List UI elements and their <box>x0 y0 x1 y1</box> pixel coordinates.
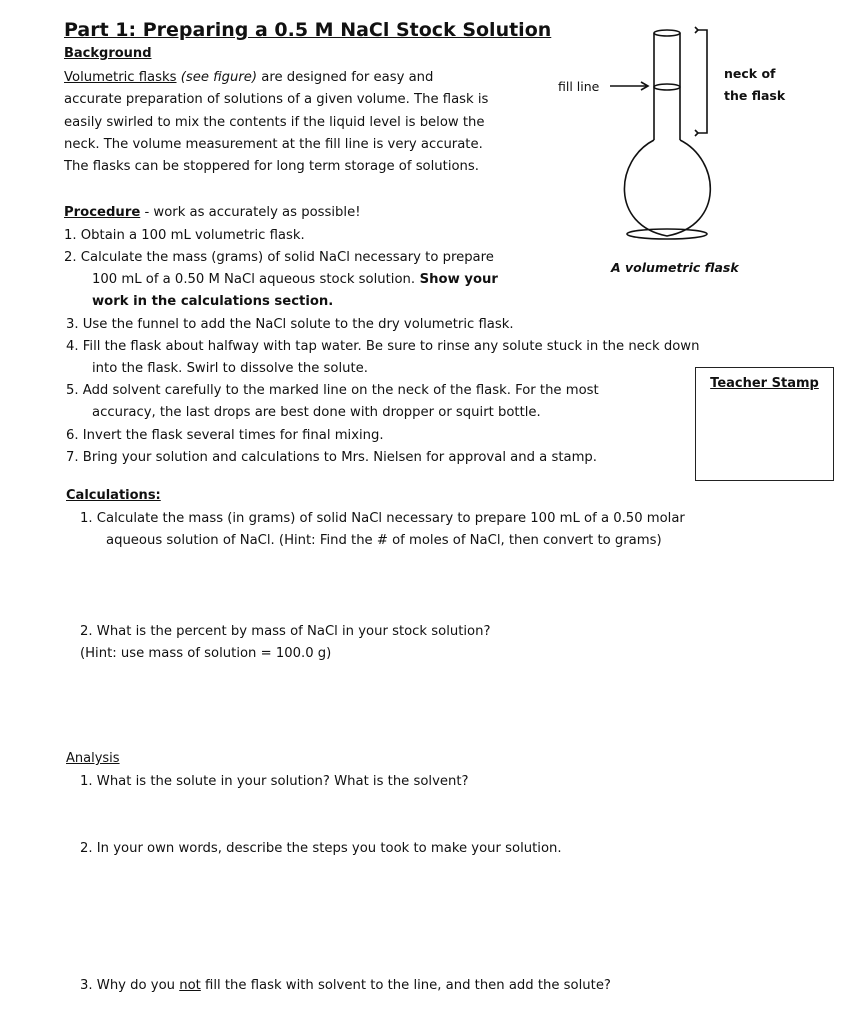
background-line-4: neck. The volume measurement at the fill line is very accurate. <box>64 137 483 152</box>
procedure-step-2b-text: 100 mL of a 0.50 M NaCl aqueous stock solution. <box>92 272 416 287</box>
background-line-1-rest: are designed for easy and <box>257 70 434 85</box>
procedure-step-7: 7. Bring your solution and calculations to Mrs. Nielsen for approval and a stamp. <box>66 450 597 465</box>
volumetric-flasks-term: Volumetric flasks <box>64 70 177 85</box>
background-line-2: accurate preparation of solutions of a given volume. The flask is <box>64 92 489 107</box>
procedure-step-2b <box>92 269 498 291</box>
procedure-step-2a: 2. Calculate the mass (grams) of solid NaCl necessary to prepare <box>64 250 494 265</box>
background-line-1 <box>64 67 433 89</box>
fill-line-mark <box>654 84 680 90</box>
background-heading: Background <box>64 46 152 61</box>
analysis-q3-pre: 3. Why do you <box>80 978 180 993</box>
procedure-step-3: 3. Use the funnel to add the NaCl solute to the dry volumetric flask. <box>66 317 514 332</box>
analysis-q3 <box>80 975 611 997</box>
flask-base <box>627 229 707 239</box>
procedure-step-6: 6. Invert the flask several times for final mixing. <box>66 428 384 443</box>
calculations-heading: Calculations: <box>66 488 161 503</box>
page-title: Part 1: Preparing a 0.5 M NaCl Stock Solution <box>64 19 552 41</box>
calculations-q2-a: 2. What is the percent by mass of NaCl in your stock solution? <box>80 624 491 639</box>
analysis-q3-post: fill the flask with solvent to the line, and then add the solute? <box>200 978 611 993</box>
figure-caption: A volumetric flask <box>611 260 739 275</box>
neck-bracket <box>698 30 707 133</box>
analysis-heading: Analysis <box>66 751 120 766</box>
procedure-step-1: 1. Obtain a 100 mL volumetric flask. <box>64 228 305 243</box>
calculations-q1-a: 1. Calculate the mass (in grams) of solid NaCl necessary to prepare 100 mL of a 0.50 molar <box>80 511 685 526</box>
procedure-step-5b: accuracy, the last drops are best done with dropper or squirt bottle. <box>92 405 541 420</box>
flask-bulb <box>624 140 710 236</box>
analysis-q1: 1. What is the solute in your solution? What is the solvent? <box>80 774 469 789</box>
calculations-q1-b: aqueous solution of NaCl. (Hint: Find the # of moles of NaCl, then convert to grams) <box>106 533 662 548</box>
background-line-3: easily swirled to mix the contents if the liquid level is below the <box>64 115 485 130</box>
flask-mouth <box>654 30 680 36</box>
procedure-step-2c: work in the calculations section. <box>92 294 334 309</box>
procedure-heading: Procedure <box>64 205 141 220</box>
procedure-step-5a: 5. Add solvent carefully to the marked line on the neck of the flask. For the most <box>66 383 599 398</box>
analysis-q2: 2. In your own words, describe the steps you took to make your solution. <box>80 841 562 856</box>
teacher-stamp-label: Teacher Stamp <box>710 376 819 391</box>
procedure-heading-line <box>64 202 360 224</box>
teacher-stamp-box <box>695 367 834 481</box>
procedure-heading-note: - work as accurately as possible! <box>140 205 361 220</box>
background-line-5: The flasks can be stoppered for long term storage of solutions. <box>64 159 479 174</box>
procedure-step-4b: into the flask. Swirl to dissolve the solute. <box>92 361 368 376</box>
calculations-q2-b: (Hint: use mass of solution = 100.0 g) <box>80 646 332 661</box>
analysis-q3-not: not <box>179 978 201 993</box>
see-figure-note: (see figure) <box>176 70 258 85</box>
neck-label-line-2: the flask <box>724 88 786 103</box>
show-your-work-bold: Show your <box>415 272 498 287</box>
neck-label-line-1: neck of <box>724 66 776 81</box>
procedure-step-4a: 4. Fill the flask about halfway with tap water. Be sure to rinse any solute stuck in the neck down <box>66 339 700 354</box>
fill-line-label: fill line <box>558 79 600 94</box>
volumetric-flask-figure <box>555 20 805 260</box>
